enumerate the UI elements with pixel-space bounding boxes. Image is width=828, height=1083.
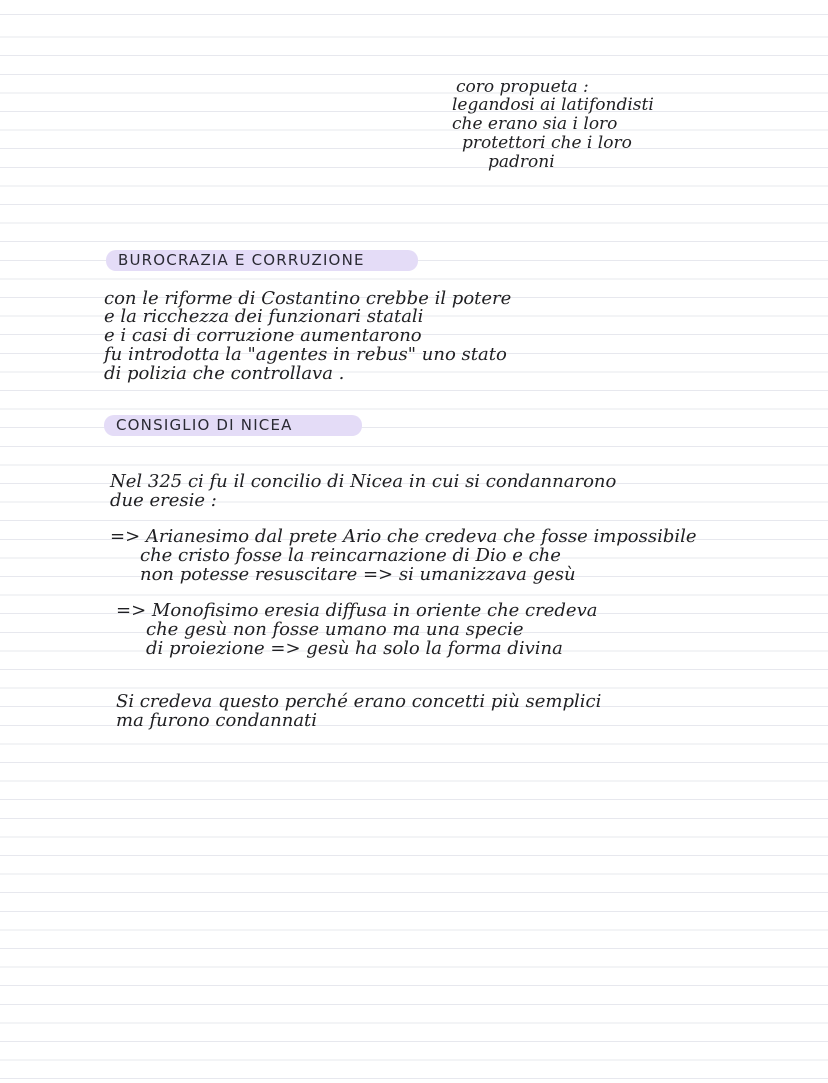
top-note-line-1: coro propueta : bbox=[456, 77, 589, 97]
burocrazia-line-2: e la ricchezza dei funzionari statali bbox=[104, 306, 424, 327]
arianesimo-line-1: => Arianesimo dal prete Ario che credeva che fosse impossibile bbox=[110, 526, 697, 547]
burocrazia-line-3: e i casi di corruzione aumentarono bbox=[104, 325, 422, 346]
monofisismo-line-1: => Monofisimo eresia diffusa in oriente che credeva bbox=[116, 600, 598, 621]
top-note-line-2: legandosi ai latifondisti bbox=[452, 95, 654, 115]
conclusion-line-1: Si credeva questo perché erano concetti più semplici bbox=[116, 691, 602, 712]
nicea-intro-line-2: due eresie : bbox=[110, 490, 217, 511]
section-heading-nicea: CONSIGLIO DI NICEA bbox=[116, 416, 293, 434]
conclusion-line-2: ma furono condannati bbox=[116, 710, 318, 731]
burocrazia-line-1: con le riforme di Costantino crebbe il potere bbox=[104, 288, 512, 309]
burocrazia-line-4: fu introdotta la "agentes in rebus" uno stato bbox=[104, 344, 507, 365]
top-note-line-5: padroni bbox=[488, 152, 555, 172]
top-note-line-4: protettori che i loro bbox=[462, 133, 632, 153]
section-heading-burocrazia: BUROCRAZIA E CORRUZIONE bbox=[118, 251, 365, 269]
arianesimo-line-3: non potesse resuscitare => si umanizzava gesù bbox=[140, 564, 576, 585]
nicea-intro-line-1: Nel 325 ci fu il concilio di Nicea in cui si condannarono bbox=[110, 471, 617, 492]
top-note-line-3: che erano sia i loro bbox=[452, 114, 618, 134]
monofisismo-line-3: di proiezione => gesù ha solo la forma divina bbox=[146, 638, 563, 659]
burocrazia-line-5: di polizia che controllava . bbox=[104, 363, 345, 384]
arianesimo-line-2: che cristo fosse la reincarnazione di Dio e che bbox=[140, 545, 561, 566]
monofisismo-line-2: che gesù non fosse umano ma una specie bbox=[146, 619, 524, 640]
